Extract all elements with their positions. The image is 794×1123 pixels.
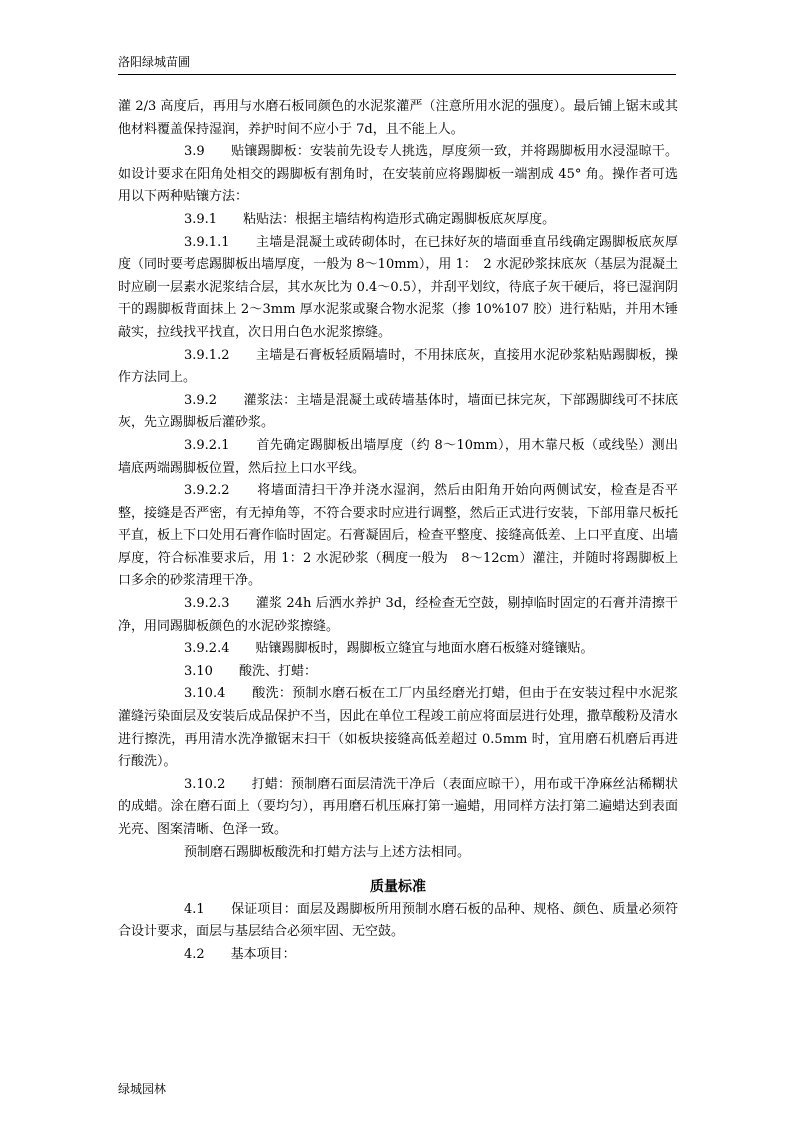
paragraph: 3.10 酸洗、打蜡： [184, 663, 317, 679]
document-body [118, 96, 678, 967]
section-heading: 质量标准 [370, 879, 426, 896]
footer-text: 绿城园林 [118, 1082, 167, 1096]
paragraph: 预制磨石踢脚板酸洗和打蜡方法与上述方法相同。 [184, 844, 471, 860]
paragraph: 3.9.1.2 主墙是石膏板轻质隔墙时，不用抹底灰，直接用水泥砂浆粘贴踢脚板，操作方法同上。 [118, 347, 678, 386]
paragraph: 灌 2/3 高度后，再用与水磨石板同颜色的水泥浆灌严（注意所用水泥的强度）。最后铺上锯末或其他材料覆盖保持湿润，养护时间不应小于 7d，且不能上人。 [118, 99, 678, 137]
paragraph: 4.2 基本项目： [184, 946, 296, 962]
page-footer [118, 1081, 166, 1097]
paragraph: 3.10.4 酸洗：预制水磨石板在工厂内虽经磨光打蜡，但由于在安装过程中水泥浆灌缝污染面层及安装后成品保护不当，因此在单位工程竣工前应将面层进行处理，撒草酸粉及清水进行擦洗，再用清水洗净撤锯末扫干（如板块接缝高低差超过 0.5mm 时，宜用磨石机磨后再进行酸洗）。 [118, 686, 678, 770]
paragraph: 3.9.1.1 主墙是混凝土或砖砌体时，在已抹好灰的墙面垂直吊线确定踢脚板底灰厚度（同时要考虑踢脚板出墙厚度，一般为 8～10mm），用 1： 2 水泥砂浆抹底灰（基层为混凝土时应刷一层素水泥浆结合层，其水灰比为 0.4～0.5），并刮平划纹，待底子灰干硬后，将已湿润阴干的踢脚板背面抹上 2～3mm 厚水泥浆或聚合物水泥浆（掺 10%107 胶）进行粘贴，并用木锤敲实，拉线找平找直，次日用白色水泥浆擦缝。 [118, 234, 678, 340]
page-header [118, 54, 676, 75]
paragraph: 3.9.2.4 贴镶踢脚板时，踢脚板立缝宜与地面水磨石板缝对缝镶贴。 [184, 641, 594, 657]
paragraph: 3.9.2.3 灌浆 24h 后洒水养护 3d，经检查无空鼓，剔掉临时固定的石膏并清擦干净，用同踢脚板颜色的水泥砂浆擦缝。 [118, 596, 678, 634]
paragraph: 3.9.2 灌浆法：主墙是混凝土或砖墙基体时，墙面已抹完灰，下部踢脚线可不抹底灰，先立踢脚板后灌砂浆。 [118, 392, 678, 431]
paragraph: 3.9 贴镶踢脚板：安装前先设专人挑选，厚度须一致，并将踢脚板用水浸湿晾干。如设计要求在阳角处相交的踢脚板有割角时，在安装前应将踢脚板一端割成 45° 角。操作者可选用以下两种贴镶方法： [118, 144, 678, 205]
paragraph: 3.9.2.2 将墙面清扫干净并浇水湿润，然后由阳角开始向两侧试安，检查是否平整，接缝是否严密，有无掉角等，不符合要求时应进行调整，然后正式进行安装，下部用靠尺板托平直，板上下口处用石膏作临时固定。石膏凝固后，检查平整度、接缝高低差、上口平直度、出墙厚度，符合标准要求后，用 1：2 水泥砂浆（稠度一般为 8～12cm）灌注，并随时将踢脚板上口多余的砂浆清理干净。 [118, 483, 678, 589]
paragraph: 3.10.2 打蜡：预制磨石面层清洗干净后（表面应晾干），用布或干净麻丝沾稀糊状的成蜡。涂在磨石面上（要均匀），再用磨石机压麻打第一遍蜡，用同样方法打第二遍蜡达到表面光亮、图案清晰、色泽一致。 [118, 776, 678, 837]
paragraph: 3.9.2.1 首先确定踢脚板出墙厚度（约 8～10mm），用木靠尺板（或线坠）测出墙底两端踢脚板位置，然后拉上口水平线。 [118, 437, 678, 476]
paragraph: 3.9.1 粘贴法：根据主墙结构构造形式确定踢脚板底灰厚度。 [184, 211, 556, 227]
paragraph: 4.1 保证项目：面层及踢脚板所用预制水磨石板的品种、规格、颜色、质量必须符合设计要求，面层与基层结合必须牢固、无空鼓。 [118, 901, 678, 940]
header-title: 洛阳绿城苗圃 [118, 55, 191, 69]
